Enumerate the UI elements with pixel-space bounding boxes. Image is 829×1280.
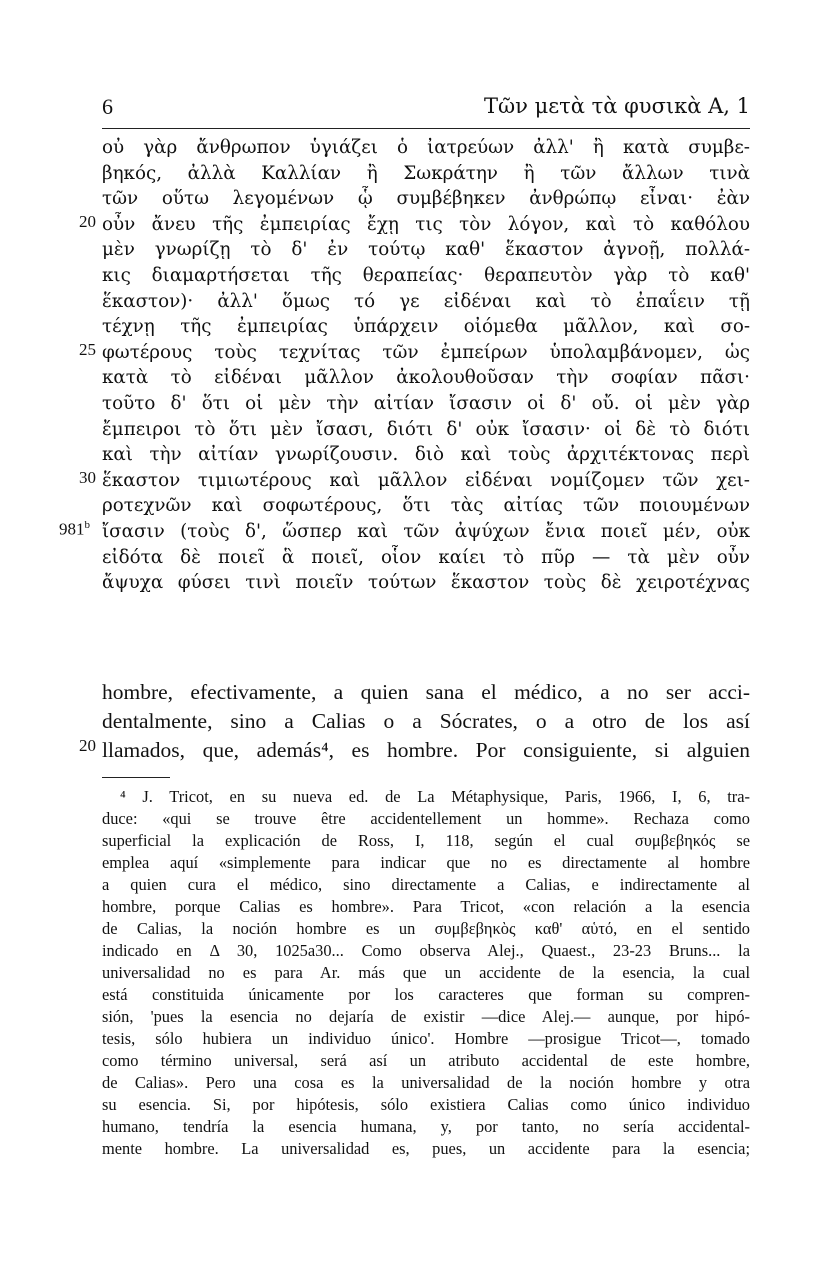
footnote-line: humano, tendría la esencia humana, y, por tanto, no sería accidental- — [102, 1117, 750, 1136]
greek-line: ἔμπειροι τὸ ὅτι μὲν ἴσασι, διότι δ' οὐκ ἴσασιν· οἱ δὲ τὸ διότι — [102, 418, 750, 440]
page-number: 6 — [102, 94, 113, 119]
bekker-number-sup: b — [84, 519, 90, 531]
spanish-line: hombre, efectivamente, a quien sana el médico, a no ser acci- — [102, 680, 750, 704]
page-header — [102, 92, 750, 129]
footnote-line: sión, 'pues la esencia no dejaría de existir —dice Alej.— aunque, por hipó- — [102, 1007, 750, 1026]
footnote-line: superficial la explicación de Ross, I, 118, según el cual συμβεβηκός se — [102, 831, 750, 850]
spanish-line: dentalmente, sino a Calias o a Sócrates, o a otro de los así — [102, 709, 750, 733]
footnote-line: de Calias, la noción hombre es un συμβεβηκὸς καθ' αὑτό, en el sentido — [102, 919, 750, 938]
greek-line: τοῦτο δ' ὅτι οἱ μὲν τὴν αἰτίαν ἴσασιν οἱ δ' οὔ. οἱ μὲν γὰρ — [102, 392, 750, 414]
footnote-line: de Calias». Pero una cosa es la universalidad de la noción hombre y otra — [102, 1073, 750, 1092]
footnote-line: como término universal, será así un atributo accidental de este hombre, — [102, 1051, 750, 1070]
bekker-number-main: 981 — [59, 519, 85, 539]
greek-line: μὲν γνωρίζῃ τὸ δ' ἐν τούτῳ καθ' ἕκαστον ἀγνοῇ, πολλά- — [102, 239, 750, 261]
greek-line-number-20: 20 — [79, 212, 96, 231]
greek-line: βηκός, ἀλλὰ Καλλίαν ἢ Σωκράτην ἢ τῶν ἄλλων τινὰ — [102, 162, 750, 184]
spanish-translation — [102, 678, 750, 765]
greek-line: οὐ γὰρ ἄνθρωπον ὑγιάζει ὁ ἰατρεύων ἀλλ' ἢ κατὰ συμβε- — [102, 137, 750, 158]
spanish-line: llamados, que, además⁴, es hombre. Por consiguiente, si alguien — [102, 738, 750, 762]
greek-line: εἰδότα δὲ ποιεῖ ἃ ποιεῖ, οἷον καίει τὸ πῦρ — τὰ μὲν οὖν — [102, 546, 750, 568]
footnote-line: universalidad no es para Ar. más que un accidente de la esencia, la cual — [102, 963, 750, 982]
footnote-line: está constituida únicamente por los caracteres que forman su compren- — [102, 985, 750, 1004]
footnote-line: hombre, porque Calias es hombre». Para Tricot, «con relación a la esencia — [102, 897, 750, 916]
footnote-line: indicado en Δ 30, 1025a30... Como observa Alej., Quaest., 23-23 Bruns... la — [102, 941, 750, 960]
footnote-line: duce: «qui se trouve être accidentellement un homme». Rechaza como — [102, 809, 750, 828]
greek-line: καὶ τὴν αἰτίαν γνωρίζουσιν. διὸ καὶ τοὺς ἀρχιτέκτονας περὶ — [102, 444, 750, 466]
greek-line-number-25: 25 — [79, 340, 96, 359]
greek-line: ἄψυχα φύσει τινὶ ποιεῖν τούτων ἕκαστον τοὺς δὲ χειροτέχνας — [102, 572, 750, 594]
footnote-4 — [102, 786, 750, 1160]
footnote-line: ⁴ J. Tricot, en su nueva ed. de La Métaphysique, Paris, 1966, I, 6, tra- — [120, 787, 750, 806]
running-head: Τῶν μετὰ τὰ φυσικὰ A, 1 — [484, 94, 750, 118]
greek-line: ἕκαστον)· ἀλλ' ὅμως τό γε εἰδέναι καὶ τὸ ἐπαΐειν τῇ — [102, 290, 750, 312]
footnote-line: emplea aquí «simplemente para indicar que no es directamente al hombre — [102, 853, 750, 872]
greek-line: κατὰ τὸ εἰδέναι μᾶλλον ἀκολουθοῦσαν τὴν σοφίαν πᾶσι· — [102, 367, 750, 389]
greek-line: ἕκαστον τιμιωτέρους καὶ μᾶλλον εἰδέναι νομίζομεν τῶν χει- — [102, 469, 750, 491]
footnote-line: a quien cura el médico, sino directamente a Calias, e indirectamente al — [102, 875, 750, 894]
footnote-line: tesis, sólo hubiera un individuo único'. Hombre —prosigue Tricot—, tomado — [102, 1029, 750, 1048]
greek-line: οὖν ἄνευ τῆς ἐμπειρίας ἔχῃ τις τὸν λόγον, καὶ τὸ καθόλου — [102, 213, 750, 235]
greek-line: τῶν οὕτω λεγομένων ᾧ συμβέβηκεν ἀνθρώπῳ εἶναι· ἐὰν — [102, 188, 750, 210]
greek-text — [102, 135, 750, 596]
spanish-line-number-20: 20 — [79, 736, 96, 755]
footnote-line: su esencia. Si, por hipótesis, sólo existiera Calias como único individuo — [102, 1095, 750, 1114]
greek-line: ροτεχνῶν καὶ σοφωτέρους, ὅτι τὰς αἰτίας τῶν ποιουμένων — [102, 495, 750, 517]
greek-line: κις διαμαρτήσεται τῆς θεραπείας· θεραπευτὸν γὰρ τὸ καθ' — [102, 264, 750, 286]
footnote-rule — [102, 777, 170, 778]
greek-line: ἴσασιν (τοὺς δ', ὥσπερ καὶ τῶν ἀψύχων ἔνια ποιεῖ μέν, οὐκ — [102, 520, 750, 542]
footnote-line: mente hombre. La universalidad es, pues, un accidente para la esencia; — [102, 1139, 750, 1158]
greek-line-number-30: 30 — [79, 468, 96, 487]
greek-line: τέχνῃ τῆς ἐμπειρίας ὑπάρχειν οἰόμεθα μᾶλλον, καὶ σο- — [102, 316, 750, 338]
bekker-number-981b — [38, 519, 90, 540]
greek-line: φωτέρους τοὺς τεχνίτας τῶν ἐμπείρων ὑπολαμβάνομεν, ὡς — [102, 341, 750, 363]
